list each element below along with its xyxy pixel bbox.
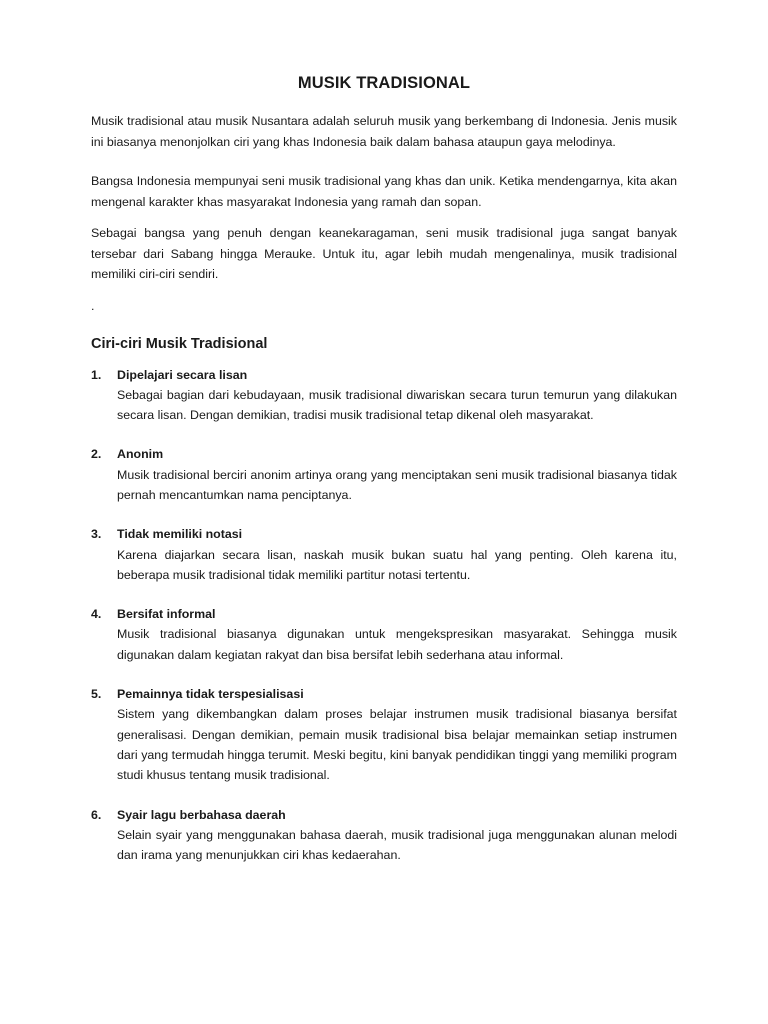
item-title: Anonim [117,447,164,462]
item-body [117,524,677,585]
item-title: Tidak memiliki notasi [117,527,243,542]
character-paragraph: Bangsa Indonesia mempunyai seni musik tradisional yang khas dan unik. Ketika mendengarnya, kita akan mengenal karakter khas masyarakat Indonesia yang ramah dan sopan. [91,174,677,209]
item-body [117,805,677,866]
list-item [91,684,677,785]
document-title: MUSIK TRADISIONAL [297,74,471,92]
separator-dot: . [91,298,95,313]
intro-paragraph: Musik tradisional atau musik Nusantara adalah seluruh musik yang berkembang di Indonesia. Jenis musik ini biasanya menonjolkan ciri yang khas Indonesia baik dalam bahasa ataupun gaya melodinya. [91,114,677,149]
item-body [117,604,677,665]
item-number: 3. [91,527,102,542]
item-title: Dipelajari secara lisan [117,367,248,382]
diversity-paragraph: Sebagai bangsa yang penuh dengan keanekaragaman, seni musik tradisional juga sangat banyak tersebar dari Sabang hingga Merauke. Untuk itu, agar lebih mudah mengenalinya, musik tradisional memiliki ciri-ciri sendiri. [91,226,677,281]
item-body [117,444,677,505]
item-text: Sistem yang dikembangkan dalam proses belajar instrumen musik tradisional biasanya bersifat generalisasi. Dengan demikian, pemain musik tradisional bisa belajar memainkan setiap instrumen dari yang termudah hingga terumit. Meski begitu, kini banyak pendidikan tinggi yang memiliki program studi khusus tentang musik tradisional. [117,707,677,783]
item-body [117,365,677,426]
item-number: 2. [91,447,102,462]
item-body [117,684,677,785]
list-item [91,365,677,426]
item-number: 6. [91,807,102,822]
item-number: 4. [91,607,102,622]
item-title: Pemainnya tidak terspesialisasi [117,687,304,702]
item-title: Syair lagu berbahasa daerah [117,807,286,822]
item-number: 5. [91,687,102,702]
item-number: 1. [91,367,102,382]
list-item [91,524,677,585]
section-heading: Ciri-ciri Musik Tradisional [91,335,268,352]
item-title: Bersifat informal [117,607,216,622]
list-item [91,805,677,866]
item-text: Musik tradisional berciri anonim artinya orang yang menciptakan seni musik tradisional biasanya tidak pernah mencantumkan nama penciptanya. [117,467,677,502]
characteristics-list [91,365,677,866]
item-text: Karena diajarkan secara lisan, naskah musik bukan suatu hal yang penting. Oleh karena itu, beberapa musik tradisional tidak memiliki partitur notasi tertentu. [117,547,677,582]
item-text: Sebagai bagian dari kebudayaan, musik tradisional diwariskan secara turun temurun yang dilakukan secara lisan. Dengan demikian, tradisi musik tradisional tetap dikenal oleh masyarakat. [117,387,677,423]
list-item [91,444,677,505]
list-item [91,604,677,665]
item-text: Selain syair yang menggunakan bahasa daerah, musik tradisional juga menggunakan alunan melodi dan irama yang menunjukkan ciri khas kedaerahan. [117,827,677,863]
item-text: Musik tradisional biasanya digunakan untuk mengekspresikan masyarakat. Sehingga musik digunakan dalam kegiatan rakyat dan bisa bersifat lebih sederhana atau informal. [117,627,677,662]
